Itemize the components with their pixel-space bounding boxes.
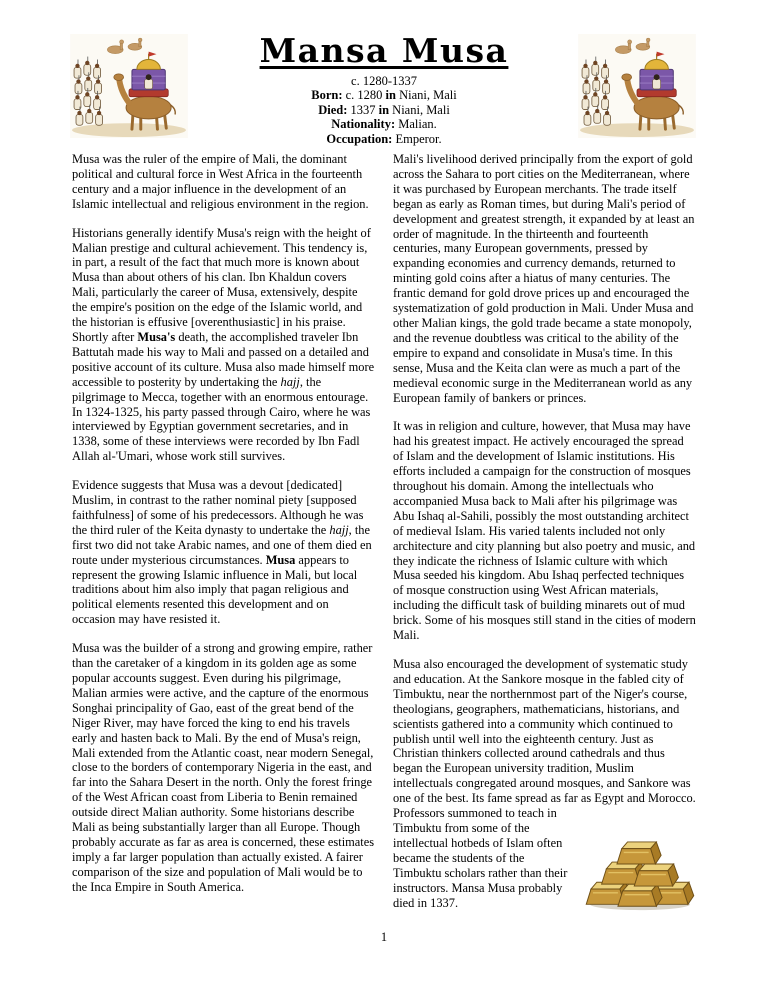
meta-nationality: Nationality: Malian. <box>331 117 437 132</box>
left-column <box>72 152 375 912</box>
meta-born: Born: c. 1280 in Niani, Mali <box>311 88 457 103</box>
paragraph: It was in religion and culture, however, that Musa may have had his greatest impact. He actively encouraged the spread of Islam and the development of Islamic institutions. His efforts included a campaign for the construction of mosques throughout his domain. Among the intellectuals who accompanied Musa back to Mali after his pilgrimage was Abu Ishaq al-Sahili, possibly the most outstanding architect of medieval Islam. His varied talents included not only architecture and city planning but also poetry and music, and they indicate the richness of Islamic culture with which Musa seeded his kingdom. Abu Ishaq perfected techniques of mosque construction using West African materials, including the difficult task of building minarets out of mud brick. Some of his mosques still stand in the cities of modern Mali. <box>393 419 696 643</box>
paragraph: Musa was the builder of a strong and growing empire, rather than the caretaker of a kingdom in its golden age as some popular accounts suggest. Even during his pilgrimage, Malian armies were active, and the capture of the enormous Songhai principality of Gao, east of the great bend of the Niger River, may have forced the king to end his travels early and hasten back to Mali. By the end of Musa's reign, Mali extended from the Atlantic coast, near modern Senegal, close to the borders of contemporary Nigeria in the east, and far into the Sahara Desert in the north. Only the forest fringe of the West African coast from Liberia to Benin remained outside direct Malian authority. Some historians describe Mali as being substantially larger than all Europe. Though probably accurate as far as area is concerned, these estimates imply a far larger population than actually existed. A fairer comparison of the size and population of Mali would be to the Inca Empire in South America. <box>72 641 375 894</box>
right-column <box>393 152 696 912</box>
meta-occupation: Occupation: Emperor. <box>326 132 442 147</box>
paragraph: Historians generally identify Musa's reign with the height of Malian prestige and cultural achievement. This tendency is, in part, a result of the fact that much more is known about Musa than about others of his clan. Ibn Khaldun covers Mali, particularly the career of Musa, extensively, despite the empire's position on the edge of the Islamic world, and the historian is effusive [overenthusiastic] in his praise. Shortly after Musa's death, the accomplished traveler Ibn Battutah made his way to Mali and passed on a detailed and positive account of its culture. Musa also made himself more accessible to posterity by undertaking the hajj, the pilgrimage to Mecca, together with an enormous entourage. In 1324-1325, his party passed through Cairo, where he was interviewed by Egyptian government secretaries, and in 1338, some of these interviews were recorded by Ibn Fadl Allah al-'Umari, whose work still survives. <box>72 225 375 464</box>
life-dates: c. 1280-1337 <box>351 73 417 88</box>
page-title: Mansa Musa <box>259 31 509 70</box>
document-header <box>0 31 768 147</box>
meta-died: Died: 1337 in Niani, Mali <box>318 102 450 117</box>
article-body <box>72 152 696 912</box>
page-number: 1 <box>380 930 388 944</box>
paragraph: Evidence suggests that Musa was a devout [dedicated] Muslim, in contrast to the rather nominal piety [supposed faithfulness] of some of his predecessors. Although he was the third ruler of the Keita dynasty to undertake the hajj, the first two did not take Arabic names, and one of them died en route under mysterious circumstances. Musa appears to represent the growing Islamic influence in Mali, but local traditions about him also imply that pagan religious and political elements resented this development and on occasion may have resisted it. <box>72 478 372 627</box>
paragraph: Musa was the ruler of the empire of Mali, the dominant political and cultural force in West Africa in the fourteenth century and a major influence in the development of an Islamic intellectual and religious environment in the region. <box>72 152 369 211</box>
paragraph <box>393 657 696 910</box>
paragraph: Mali's livelihood derived principally from the export of gold across the Sahara to port cities on the Mediterranean, where it was purchased by European merchants. The trade itself began as early as Roman times, but during Mali's period of development and greatest strength, it expanded by at least an order of magnitude. In the thirteenth and fourteenth centuries, many European governments, pressed by expanding economies and currency demands, returned to minting gold coins after a hiatus of many centuries. The frantic demand for gold drove prices up and encouraged the systematization of gold production in Mali. Under Musa and other Malian kings, the gold trade became a state monopoly, and the revenue doubtless was critical to the ability of the empire to expand and consolidate in Musa's time. In this sense, Musa and the Keita clan were as much a part of the medieval economic surge in the Mediterranean world as any European family of bankers or princes. <box>393 152 695 405</box>
gold-bars-icon <box>584 816 696 912</box>
paragraph-text: Musa also encouraged the development of systematic study and education. At the Sankore mosque in the fabled city of Timbuktu, near the northernmost part of the Niger's course, theologians, geographers, mathematicians, historians, and scientists gathered into a community which continued to publish until well into the eighteenth century. Just as Christian thinkers collected around cathedrals and thus began the European university tradition, Muslim intellectuals congregated around mosques, and Sankore was one of the best. Its fame spread as far as Egypt and Morocco. Professors summoned to teach in Timbuktu from some of the intellectual hotbeds of Islam often became the students of the Timbuktu scholars rather than their instructors. Mansa Musa probably died in 1337. <box>393 657 696 910</box>
